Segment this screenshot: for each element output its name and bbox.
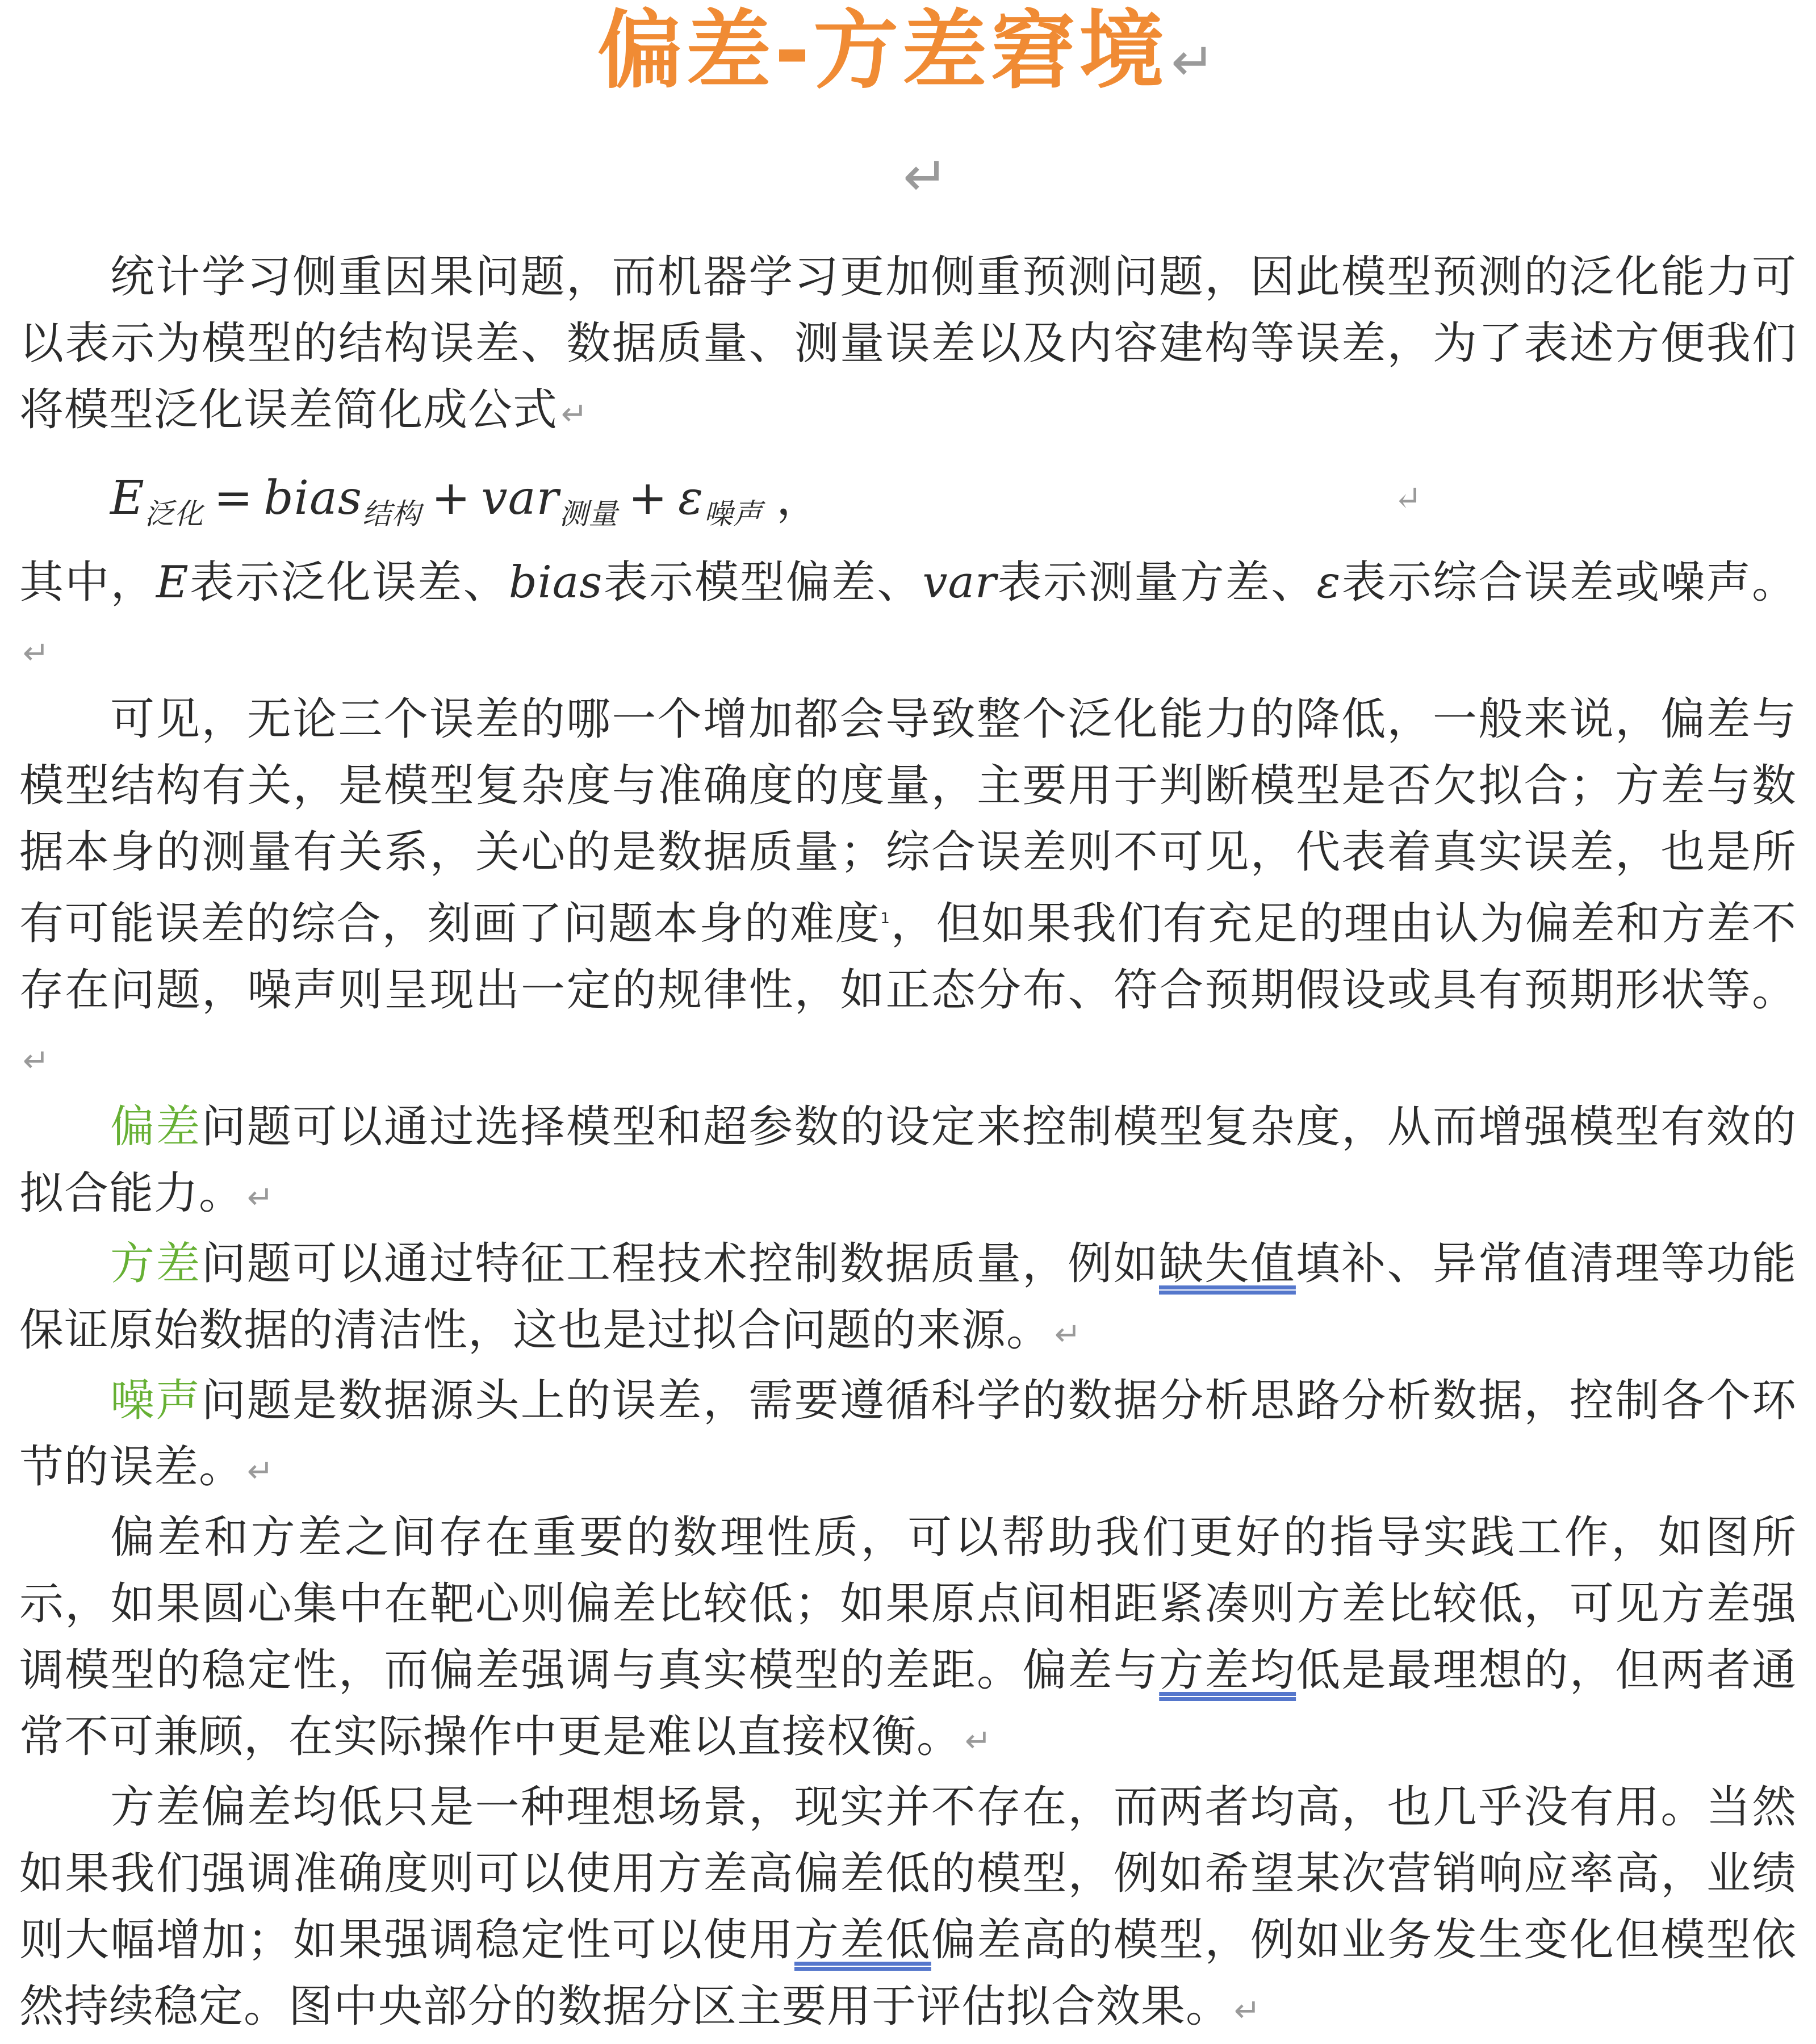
symbol-e: E [156,557,189,608]
bias-text: 问题可以通过选择模型和超参数的设定来控制模型复杂度，从而增强模型有效的拟合能力。 [19,1101,1797,1219]
visibility-text: 可见，无论三个误差的哪一个增加都会导致整个泛化能力的降低，一般来说，偏差与模型结构有关，是模型复杂度与准确度的度量，主要用于判断模型是否欠拟合；方差与数据本身的测量有关系，关心的是数据质量；综合误差则不可见，代表着真实误差，也是所有可能误差的综合，刻画了问题本身的难度 [19,694,1797,949]
formula-epsilon: ε [678,471,704,525]
formula-bias: bias [263,471,362,525]
title-text: 偏差-方差窘境 [597,2,1168,100]
formula-plus: + [628,471,668,525]
grammar-underlined-text[interactable]: 缺失值 [1159,1238,1296,1289]
formula-bias-subscript: 结构 [362,497,421,531]
bias-paragraph [19,1094,1797,1231]
visibility-paragraph [19,686,1797,1094]
definitions-text: 表示模型偏差、 [602,557,923,608]
noise-text: 问题是数据源头上的误差，需要遵循科学的数据分析思路分析数据，控制各个环节的误差。 [19,1375,1797,1493]
formula-e: E [110,471,145,525]
intro-paragraph [19,244,1797,447]
variance-text: 问题可以通过特征工程技术控制数据质量，例如 [201,1238,1159,1289]
noise-keyword: 噪声 [110,1375,202,1426]
document-body [19,244,1797,2044]
formula-tail: ， [776,471,823,525]
variance-text: 填补、异常值清理等功能保证原始数据的清洁性，这也是过拟合问题的来源。 [19,1238,1797,1356]
symbol-epsilon: ε [1316,557,1341,608]
paragraph-mark-icon: ↵ [561,396,588,433]
document-title [0,0,1816,102]
footnote-reference[interactable]: 1 [880,910,890,927]
paragraph-mark-icon: ↵ [1171,31,1219,93]
formula-var: var [481,471,559,525]
tradeoff-text: 偏差和方差之间存在重要的数理性质，可以帮助我们更好的指导实践工作，如图所示，如果圆心集中在靶心则偏差比较低；如果原点间相距紧凑则方差比较低，可见方差强调模型的稳定性，而偏差强调与真实模型的差距。偏差与 [19,1512,1797,1696]
visibility-text: ，但如果我们有充足的理由认为偏差和方差不存在问题，噪声则呈现出一定的规律性，如正态分布、符合预期假设或具有预期形状等。 [19,898,1797,1016]
symbol-var: var [922,557,997,608]
final-text: 方差偏差均低只是一种理想场景，现实并不存在，而两者均高，也几乎没有用。当然如果我们强调准确度则可以使用方差高偏差低的模型，例如希望某次营销响应率高，业绩则大幅增加；如果强调稳定性可以使用 [19,1782,1797,1966]
paragraph-mark-icon: ↵ [247,1453,274,1490]
definitions-text: 表示综合误差或噪声。 [1341,557,1797,608]
definitions-paragraph [19,550,1797,686]
variance-keyword: 方差 [110,1238,202,1289]
formula-epsilon-subscript: 噪声 [704,497,763,531]
definitions-text: 其中， [19,557,156,608]
grammar-underlined-text[interactable]: 方差低 [794,1915,931,1966]
intro-text: 统计学习侧重因果问题，而机器学习更加侧重预测问题，因此模型预测的泛化能力可以表示为模型的结构误差、数据质量、测量误差以及内容建构等误差，为了表述方便我们将模型泛化误差简化成公式 [19,252,1797,435]
formula-plus: + [431,471,471,525]
tradeoff-text: 低是最理想的，但两者通常不可兼顾，在实际操作中更是难以直接权衡。 [19,1645,1797,1762]
formula-equals: = [214,471,254,525]
definitions-text: 表示泛化误差、 [189,557,509,608]
paragraph-mark-icon: ↵ [23,635,50,672]
variance-paragraph [19,1231,1797,1368]
paragraph-mark-icon: ↵ [1055,1316,1082,1353]
paragraph-mark-icon: ↵ [23,1042,50,1079]
paragraph-mark-icon: ↵ [247,1179,274,1216]
paragraph-mark-icon: ↵ [1394,479,1423,518]
formula-var-subscript: 测量 [559,497,618,531]
generalization-error-formula [19,447,1797,550]
paragraph-mark-icon: ↵ [965,1723,992,1760]
noise-paragraph [19,1368,1797,1505]
grammar-underlined-text[interactable]: 方差均 [1159,1645,1296,1696]
paragraph-mark-icon: ↵ [1234,1992,1261,2029]
final-text: 偏差高的模型，例如业务发生变化但模型依然持续稳定。图中央部分的数据分区主要用于评估拟合效果。 [19,1915,1797,2032]
definitions-text: 表示测量方差、 [997,557,1317,608]
symbol-bias: bias [508,557,603,608]
bias-keyword: 偏差 [110,1101,202,1153]
formula-e-subscript: 泛化 [144,497,204,531]
tradeoff-paragraph [19,1505,1797,1774]
empty-paragraph-mark-icon: ↵ [903,145,949,208]
final-paragraph [19,1774,1797,2044]
